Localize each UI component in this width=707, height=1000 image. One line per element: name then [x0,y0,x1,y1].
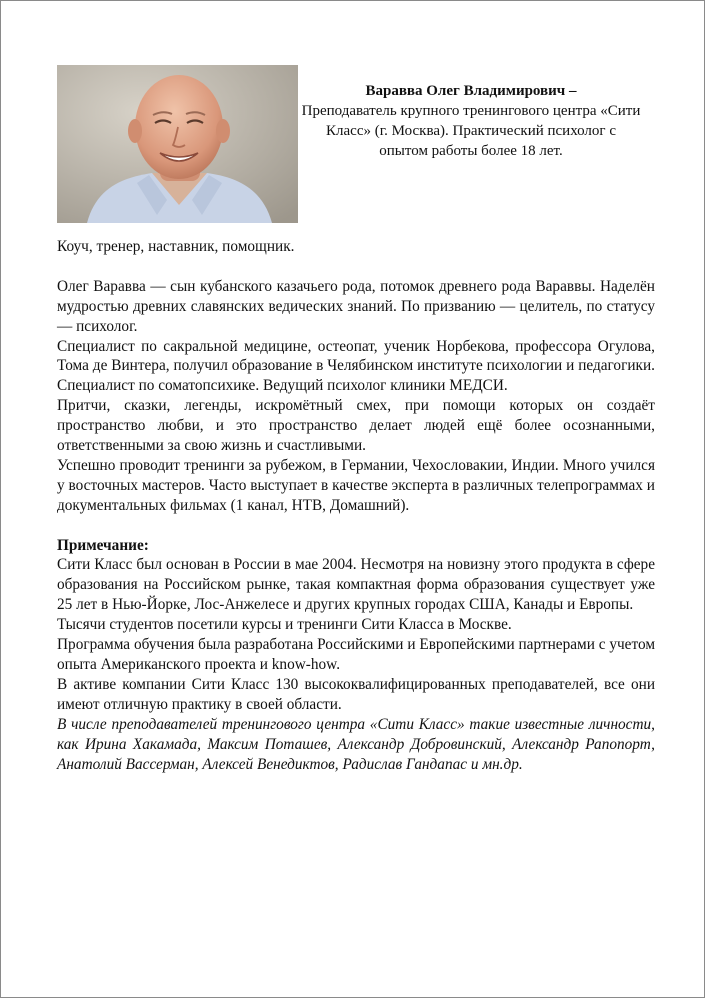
portrait-photo [57,65,298,223]
bio-paragraph: Притчи, сказки, легенды, искромётный смех, при помощи которых он создаёт пространство любви, и это пространство делает людей ещё более осознанными, ответственными за свою жизнь и счастливыми. [57,397,655,455]
note-paragraph: Тысячи студентов посетили курсы и тренинги Сити Класса в Москве. [57,616,512,634]
bio-paragraph: Специалист по сакральной медицине, остеопат, ученик Норбекова, профессора Огулова, Тома де Винтера, получил образование в Челябинском институте психологии и педагогики. Специалист по соматопсихике. Ведущий психолог клиники МЕДСИ. [57,337,655,395]
person-role: Преподаватель крупного тренингового центра «Сити Класс» (г. Москва). Практический психолог с опытом работы более 18 лет. [301,103,641,159]
section-spacer [57,516,655,536]
bio-paragraph: Успешно проводит тренинги за рубежом, в Германии, Чехословакии, Индии. Много учился у восточных мастеров. Часто выступает в качестве эксперта в различных телепрограммах и документальных фильмах (1 канал, НТВ, Домашний). [57,456,655,514]
intro-line: Коуч, тренер, наставник, помощник. [57,238,295,255]
document-body [57,237,655,774]
note-paragraph: Программа обучения была разработана Российскими и Европейскими партнерами с учетом опыта Американского проекта и know-how. [57,636,655,673]
person-name: Варавва Олег Владимирович – [365,83,577,99]
note-italic-paragraph: В числе преподавателей тренингового центра «Сити Класс» такие известные личности, как Ирина Хакамада, Максим Поташев, Александр Добровинский, Александр Рапопорт, Анатолий Вассерман, Алексей Венедиктов, Радислав Гандапас и мн.др. [57,715,655,773]
note-heading: Примечание: [57,536,149,554]
note-paragraph: Сити Класс был основан в России в мае 2004. Несмотря на новизну этого продукта в сфере образования на Российском рынке, такая компактная форма образования существует уже 25 лет в Нью-Йорке, Лос-Анжелесе и других крупных городах США, Канады и Европы. [57,556,655,614]
note-paragraph: В активе компании Сити Класс 130 высококвалифицированных преподавателей, все они имеют отличную практику в своей области. [57,675,655,713]
bio-paragraph: Олег Варавва — сын кубанского казачьего рода, потомок древнего рода Вараввы. Наделён мудростью древних славянских ведических знаний. По призванию — целитель, по статусу — психолог. [57,277,655,335]
header-info [301,81,641,161]
